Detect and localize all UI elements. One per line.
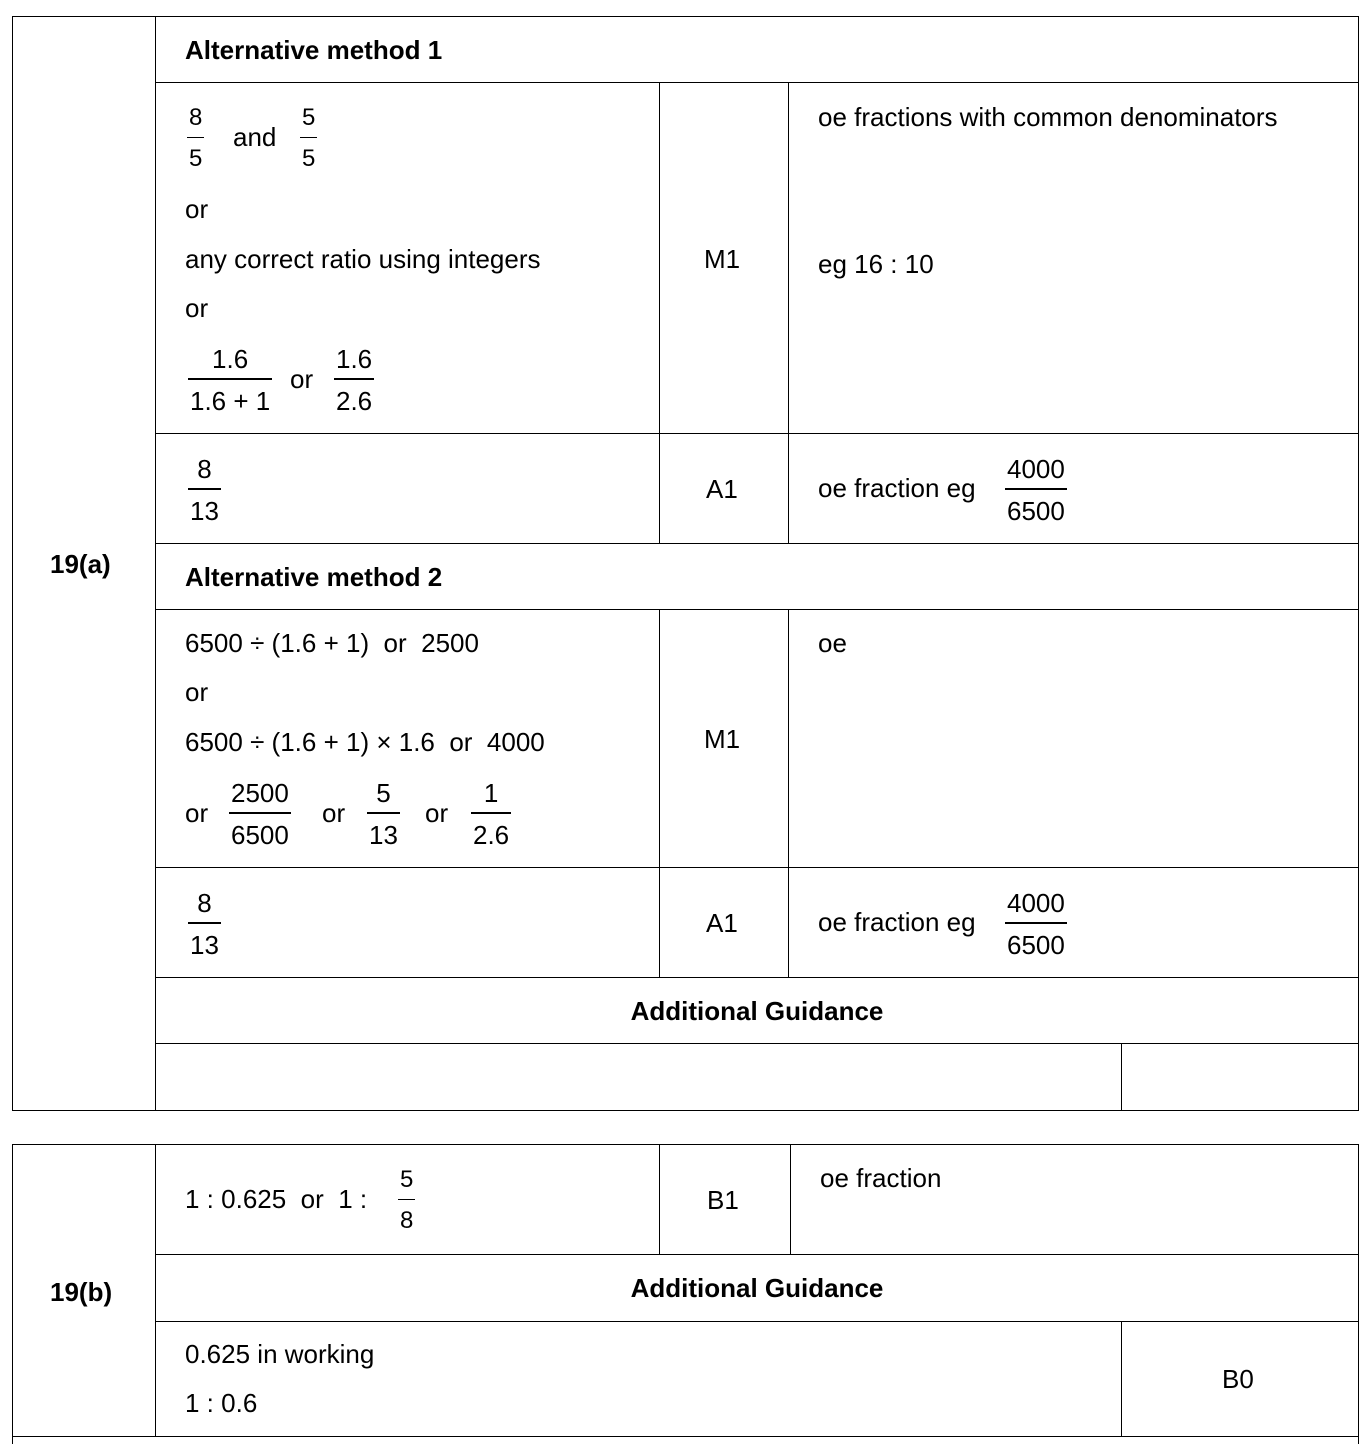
comment-fraction: 4000 6500 [1007,454,1065,526]
mark-code: A1 [706,908,738,938]
fraction: 1.6 1.6 + 1 [190,344,271,416]
mark-code: B0 [1222,1364,1254,1394]
connector-text: or [185,677,209,707]
question-number: 19(a) [50,549,111,579]
mark-code: A1 [706,474,738,504]
connector-text: or [185,194,209,224]
guidance-heading: Additional Guidance [630,996,884,1026]
mark-code: M1 [704,724,741,754]
fraction: 8 5 [189,104,203,172]
connector-text: or [185,798,209,828]
fraction: 1.6 2.6 [336,344,373,416]
connector-text: or [185,293,209,323]
fraction: 1 2.6 [473,778,510,850]
connector-text: and [233,122,277,152]
working-text: any correct ratio using integers [185,244,541,274]
comment-text: oe fractions with common denominators [818,102,1278,132]
guidance-heading: Additional Guidance [630,1273,884,1303]
guidance-text: 0.625 in working [185,1339,375,1369]
comment-text: oe [818,628,847,658]
guidance-text: 1 : 0.6 [185,1388,258,1418]
connector-text: or [425,798,449,828]
mark-code: M1 [704,244,741,274]
method-heading: Alternative method 2 [185,562,443,592]
method-heading: Alternative method 1 [185,35,443,65]
working-text: 6500 ÷ (1.6 + 1) or 2500 [185,628,479,658]
fraction: 5 5 [302,104,316,172]
comment-text: eg 16 : 10 [818,249,934,279]
question-number: 19(b) [50,1277,113,1307]
comment-fraction: 4000 6500 [1007,888,1065,960]
connector-text: or [322,798,346,828]
comment-text: oe fraction [820,1163,942,1193]
answer-fraction: 5 8 [400,1166,414,1234]
fraction: 2500 6500 [231,778,289,850]
connector-text: or [290,364,314,394]
comment-text: oe fraction eg [818,473,976,503]
answer-fraction: 8 13 [190,454,219,526]
answer-fraction: 8 13 [190,888,219,960]
fraction: 5 13 [369,778,398,850]
mark-code: B1 [707,1185,739,1215]
answer-text: 1 : 0.625 or 1 : [185,1184,368,1214]
comment-text: oe fraction eg [818,907,976,937]
working-text: 6500 ÷ (1.6 + 1) × 1.6 or 4000 [185,727,545,757]
